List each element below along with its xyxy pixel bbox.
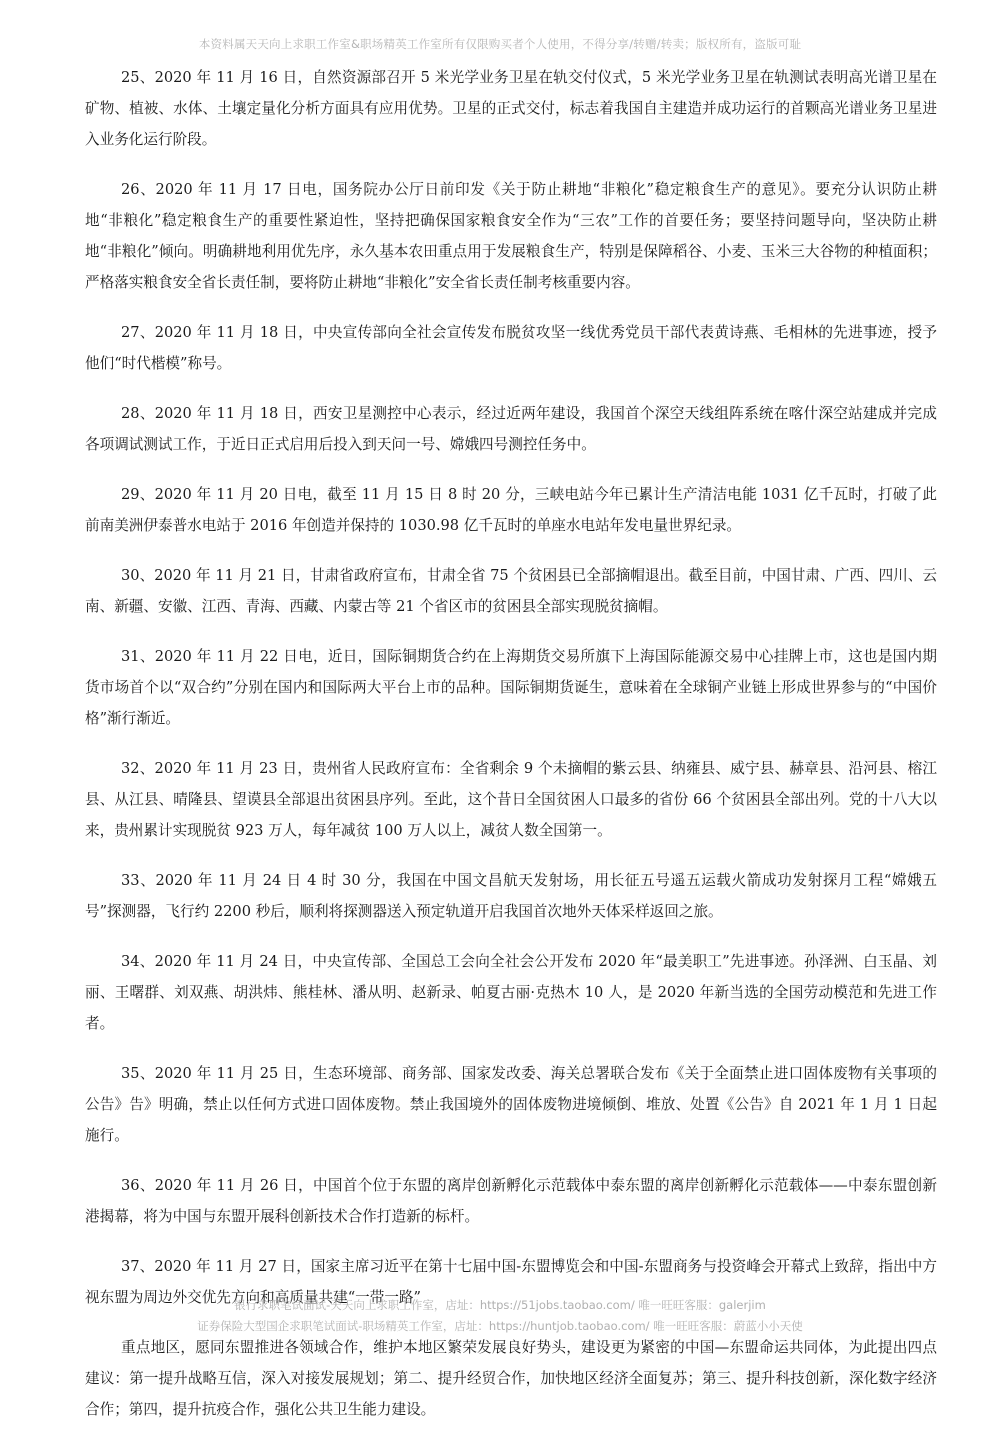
paragraph-26: 26、2020 年 11 月 17 日电，国务院办公厅日前印发《关于防止耕地“非粮化”稳定粮食生产的意见》。要充分认识防止耕地“非粮化”稳定粮食生产的重要性紧迫性，坚持把确保国家粮食安全作为“三农”工作的首要任务；要坚持问题导向，坚决防止耕地“非粮化”倾向。明确耕地利用优先序，永久基本农田重点用于发展粮食生产，特别是保障稻谷、小麦、玉米三大谷物的种植面积；严格落实粮食安全省长责任制，要将防止耕地“非粮化”安全省长责任制考核重要内容。 [85, 181, 937, 291]
paragraph-29: 29、2020 年 11 月 20 日电，截至 11 月 15 日 8 时 20 分，三峡电站今年已累计生产清洁电能 1031 亿千瓦时，打破了此前南美洲伊泰普水电站于 2016 年创造并保持的 1030.98 亿千瓦时的单座水电站年发电量世界纪录。 [85, 486, 937, 534]
paragraph-37-continued: 重点地区，愿同东盟推进各领域合作，维护本地区繁荣发展良好势头，建设更为紧密的中国—东盟命运共同体，为此提出四点建议：第一提升战略互信，深入对接发展规划；第二、提升经贸合作，加快地区经济全面复苏；第三、提升科技创新，深化数字经济合作；第四，提升抗疫合作，强化公共卫生能力建设。 [85, 1339, 937, 1418]
paragraph-36: 36、2020 年 11 月 26 日，中国首个位于东盟的离岸创新孵化示范载体中泰东盟的离岸创新孵化示范载体——中泰东盟创新港揭幕，将为中国与东盟开展科创新技术合作打造新的标杆。 [85, 1177, 937, 1225]
paragraph-25: 25、2020 年 11 月 16 日，自然资源部召开 5 米光学业务卫星在轨交付仪式，5 米光学业务卫星在轨测试表明高光谱卫星在矿物、植被、水体、土壤定量化分析方面具有应用优势。卫星的正式交付，标志着我国自主建造并成功运行的首颗高光谱业务卫星进入业务化运行阶段。 [85, 69, 937, 148]
paragraph-32: 32、2020 年 11 月 23 日，贵州省人民政府宣布：全省剩余 9 个未摘帽的紫云县、纳雍县、威宁县、赫章县、沿河县、榕江县、从江县、晴隆县、望谟县全部退出贫困县序列。至此，这个昔日全国贫困人口最多的省份 66 个贫困县全部出列。党的十八大以来，贵州累计实现脱贫 923 万人，每年减贫 100 万人以上，减贫人数全国第一。 [85, 760, 937, 839]
footer-watermark [0, 1295, 1000, 1337]
footer-line-1: 银行求职笔试面试-天天向上求职工作室，店址：https://51jobs.taobao.com/ 唯一旺旺客服：galerjim [234, 1298, 766, 1312]
paragraph-27: 27、2020 年 11 月 18 日，中央宣传部向全社会宣传发布脱贫攻坚一线优秀党员干部代表黄诗燕、毛相林的先进事迹，授予他们“时代楷模”称号。 [85, 324, 937, 372]
paragraph-28: 28、2020 年 11 月 18 日，西安卫星测控中心表示，经过近两年建设，我国首个深空天线组阵系统在喀什深空站建成并完成各项调试测试工作，于近日正式启用后投入到天问一号、嫦娥四号测控任务中。 [85, 405, 937, 453]
paragraph-30: 30、2020 年 11 月 21 日，甘肃省政府宣布，甘肃全省 75 个贫困县已全部摘帽退出。截至目前，中国甘肃、广西、四川、云南、新疆、安徽、江西、青海、西藏、内蒙古等 21 个省区市的贫困县全部实现脱贫摘帽。 [85, 567, 937, 615]
document-body [85, 62, 937, 1444]
paragraph-33: 33、2020 年 11 月 24 日 4 时 30 分，我国在中国文昌航天发射场，用长征五号遥五运载火箭成功发射探月工程“嫦娥五号”探测器，飞行约 2200 秒后，顺利将探测器送入预定轨道开启我国首次地外天体采样返回之旅。 [85, 872, 937, 920]
footer-line-2: 证券保险大型国企求职笔试面试-职场精英工作室，店址：https://huntjob.taobao.com/ 唯一旺旺客服：蔚蓝小小天使 [197, 1319, 803, 1333]
paragraph-35: 35、2020 年 11 月 25 日，生态环境部、商务部、国家发改委、海关总署联合发布《关于全面禁止进口固体废物有关事项的公告》告》明确，禁止以任何方式进口固体废物。禁止我国境外的固体废物进境倾倒、堆放、处置《公告》自 2021 年 1 月 1 日起施行。 [85, 1065, 937, 1144]
header-watermark: 本资料属天天向上求职工作室&职场精英工作室所有仅限购买者个人使用，不得分享/转赠/转卖；版权所有，盗版可耻 [198, 37, 802, 51]
paragraph-37: 37、2020 年 11 月 27 日，国家主席习近平在第十七届中国-东盟博览会和中国-东盟商务与投资峰会开幕式上致辞，指出中方视东盟为周边外交优先方向和高质量共建“一带一路” [85, 1258, 937, 1306]
paragraph-31: 31、2020 年 11 月 22 日电，近日，国际铜期货合约在上海期货交易所旗下上海国际能源交易中心挂牌上市，这也是国内期货市场首个以“双合约”分别在国内和国际两大平台上市的品种。国际铜期货诞生，意味着在全球铜产业链上形成世界参与的“中国价格”渐行渐近。 [85, 648, 937, 727]
paragraph-34: 34、2020 年 11 月 24 日，中央宣传部、全国总工会向全社会公开发布 2020 年“最美职工”先进事迹。孙泽洲、白玉晶、刘丽、王曙群、刘双燕、胡洪炜、熊桂林、潘从明、赵新录、帕夏古丽·克热木 10 人，是 2020 年新当选的全国劳动模范和先进工作者。 [85, 953, 937, 1032]
